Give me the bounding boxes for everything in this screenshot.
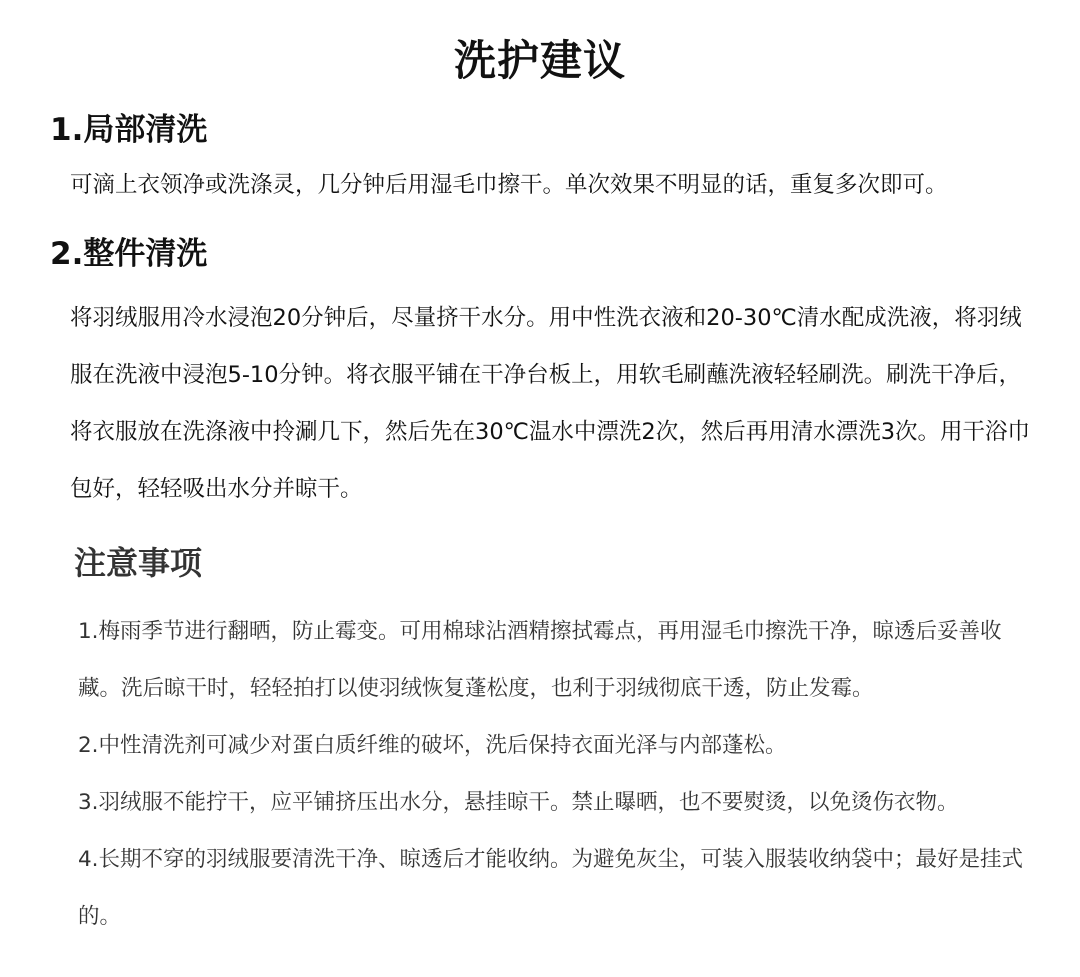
- note-item: 4.长期不穿的羽绒服要清洗干净、晾透后才能收纳。为避免灰尘，可装入服装收纳袋中；最好是挂式的。: [78, 847, 1024, 929]
- note-item: 1.梅雨季节进行翻晒，防止霉变。可用棉球沾酒精擦拭霉点，再用湿毛巾擦洗干净，晾透后妥善收藏。洗后晾干时，轻轻拍打以使羽绒恢复蓬松度，也利于羽绒彻底干透，防止发霉。: [78, 619, 1002, 701]
- notes-heading: 注意事项: [74, 544, 203, 582]
- section-heading-local-wash: 1.局部清洗: [50, 112, 208, 148]
- note-item: 3.羽绒服不能拧干，应平铺挤压出水分，悬挂晾干。禁止曝晒，也不要熨烫，以免烫伤衣物。: [78, 790, 959, 815]
- note-item: 2.中性清洗剂可减少对蛋白质纤维的破坏，洗后保持衣面光泽与内部蓬松。: [78, 733, 787, 758]
- page-title: 洗护建议: [453, 36, 626, 85]
- notes-list: [78, 603, 1038, 945]
- section-text-local-wash: 可滴上衣领净或洗涤灵，几分钟后用湿毛巾擦干。单次效果不明显的话，重复多次即可。: [70, 172, 948, 198]
- section-heading-full-wash: 2.整件清洗: [50, 236, 208, 272]
- section-text-full-wash: 将羽绒服用冷水浸泡20分钟后，尽量挤干水分。用中性洗衣液和20-30℃清水配成洗液，将羽绒服在洗液中浸泡5-10分钟。将衣服平铺在干净台板上，用软毛刷蘸洗液轻轻刷洗。刷洗干净后，将衣服放在洗涤液中拎涮几下，然后先在30℃温水中漂洗2次，然后再用清水漂洗3次。用干浴巾包好，轻轻吸出水分并晾干。: [70, 305, 1031, 502]
